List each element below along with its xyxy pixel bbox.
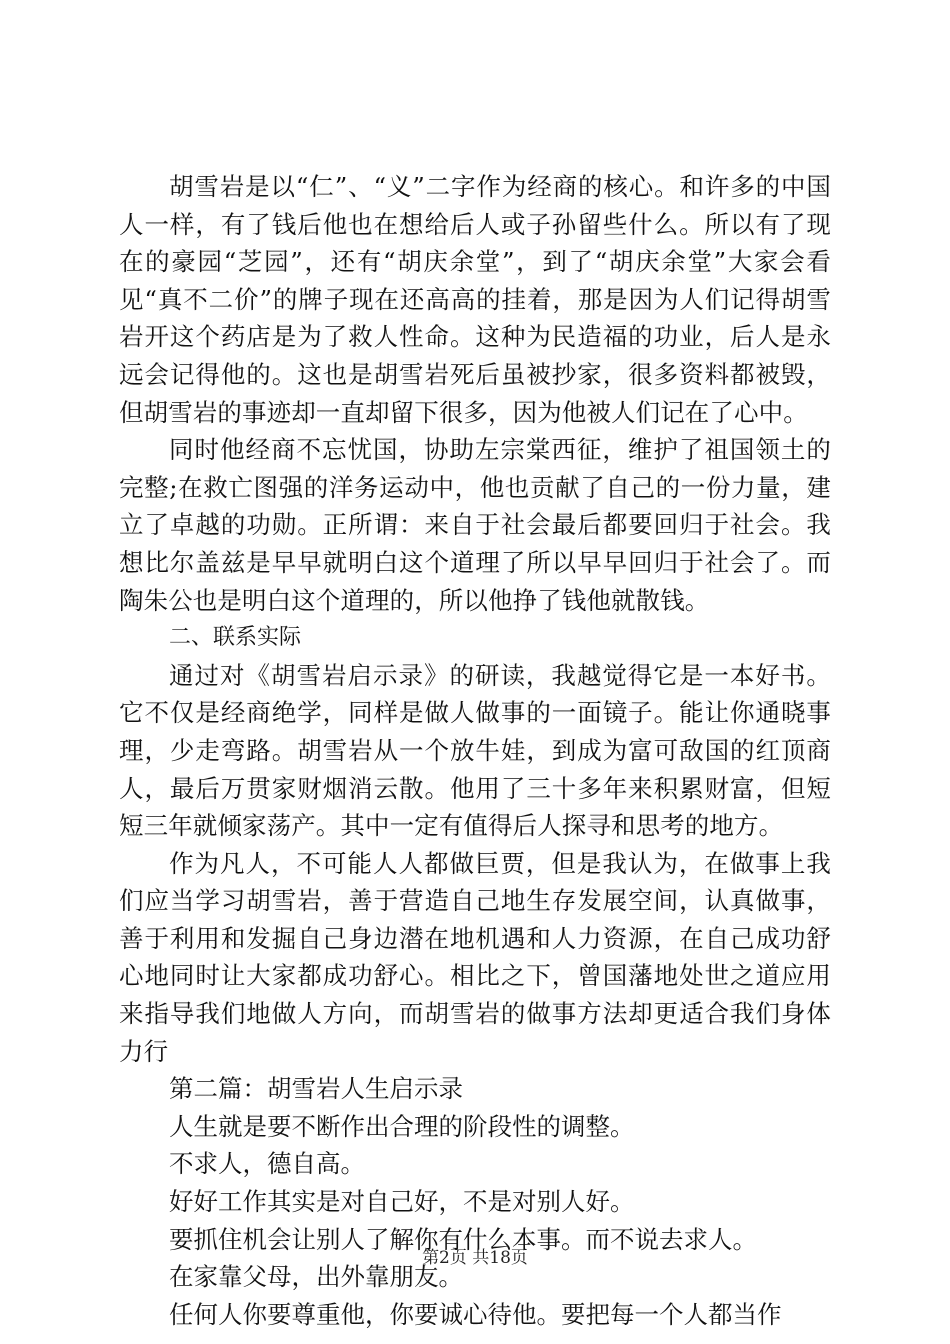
page-number-footer: 第2页 共18页 <box>422 1248 528 1268</box>
chapter-title: 第二篇：胡雪岩人生启示录 <box>169 1074 463 1104</box>
paragraph-1: 胡雪岩是以“仁”、“义”二字作为经商的核心。和许多的中国人一样，有了钱后他也在想给后人或子孙留些什么。所以有了现在的豪园“芝园”，还有“胡庆余堂”，到了“胡庆余堂”大家会看见“真不二价”的牌子现在还高高的挂着，那是因为人们记得胡雪岩开这个药店是为了救人性命。这种为民造福的功业，后人是永远会记得他的。这也是胡雪岩死后虽被抄家，很多资料都被毁，但胡雪岩的事迹却一直却留下很多，因为他被人们记在了心中。 <box>119 172 831 427</box>
section-heading: 二、联系实际 <box>169 625 302 651</box>
saying-2: 不求人，德自高。 <box>169 1149 365 1179</box>
paragraph-4: 作为凡人，不可能人人都做巨贾，但是我认为，在做事上我们应当学习胡雪岩，善于营造自己地生存发展空间，认真做事，善于利用和发掘自己身边潜在地机遇和人力资源，在自己成功舒心地同时让大家都成功舒心。相比之下，曾国藩地处世之道应用来指导我们地做人方向，而胡雪岩的做事方法却更适合我们身体力行 <box>119 848 831 1066</box>
saying-1: 人生就是要不断作出合理的阶段性的调整。 <box>169 1111 635 1141</box>
saying-6: 任何人你要尊重他，你要诚心待他。要把每一个人都当作 <box>169 1299 782 1329</box>
saying-5: 在家靠父母，出外靠朋友。 <box>169 1262 463 1292</box>
saying-4: 要抓住机会让别人了解你有什么本事。而不说去求人。 <box>169 1224 757 1254</box>
paragraph-2: 同时他经商不忘忧国，协助左宗棠西征，维护了祖国领土的完整;在救亡图强的洋务运动中，他也贡献了自己的一份力量，建立了卓越的功勋。正所谓：来自于社会最后都要回归于社会。我想比尔盖兹是早早就明白这个道理了所以早早回归于社会了。而陶朱公也是明白这个道理的，所以他挣了钱他就散钱。 <box>119 435 831 615</box>
saying-3: 好好工作其实是对自己好，不是对别人好。 <box>169 1187 635 1217</box>
paragraph-3: 通过对《胡雪岩启示录》的研读，我越觉得它是一本好书。它不仅是经商绝学，同样是做人做事的一面镜子。能让你通晓事理，少走弯路。胡雪岩从一个放牛娃，到成为富可敌国的红顶商人，最后万贯家财烟消云散。他用了三十多年来积累财富，但短短三年就倾家荡产。其中一定有值得后人探寻和思考的地方。 <box>119 660 831 841</box>
document-body <box>119 168 831 1333</box>
